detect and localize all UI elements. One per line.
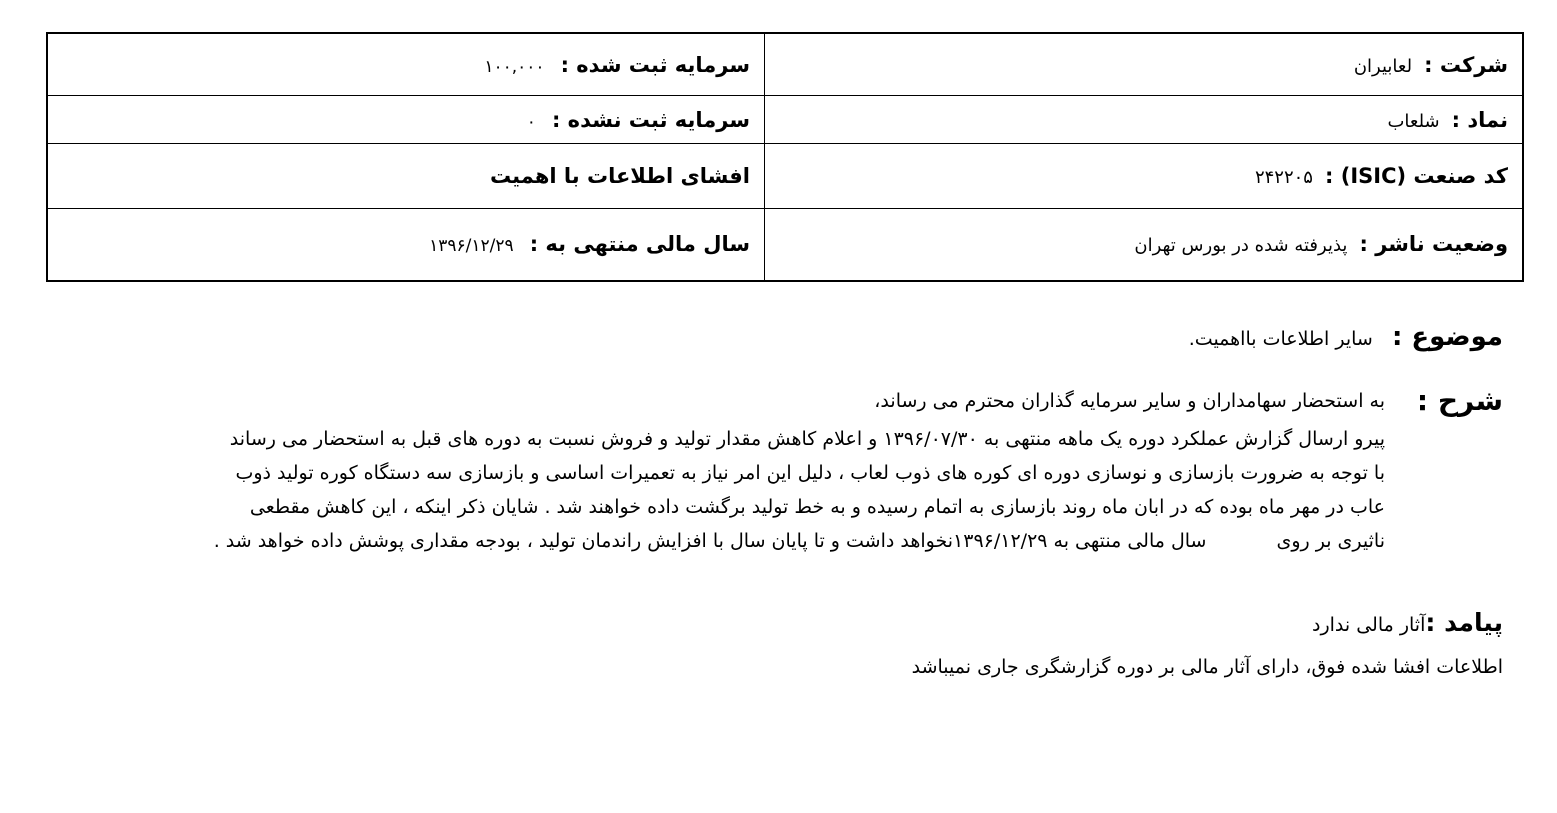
description-line: به استحضار سهامداران و سایر سرمایه گذاران محترم می رساند، xyxy=(874,390,1385,412)
subject-text: سایر اطلاعات بااهمیت. xyxy=(1188,328,1373,350)
description-line: با توجه به ضرورت بازسازی و نوسازی دوره ای کوره های ذوب لعاب ، دلیل این امر نیاز به تعمیرات اساسی و بازسازی سه دستگاه کوره تولید ذوب xyxy=(235,462,1385,484)
disclosure-title: افشای اطلاعات با اهمیت xyxy=(489,164,750,189)
fiscal-year-label: سال مالی منتهی به : xyxy=(529,232,750,257)
outcome-text: آثار مالی ندارد xyxy=(1312,614,1426,636)
description-line-part: سال مالی منتهی به ۱۳۹۶/۱۲/۲۹نخواهد داشت و تا پایان سال با افزایش راندمان تولید ، بودجه مقداری پوشش داده خواهد شد . xyxy=(213,530,1207,552)
final-note: اطلاعات افشا شده فوق، دارای آثار مالی بر دوره گزارشگری جاری نمیباشد xyxy=(911,656,1503,678)
description-line: پیرو ارسال گزارش عملکرد دوره یک ماهه منتهی به ۱۳۹۶/۰۷/۳۰ و اعلام کاهش مقدار تولید و فروش نسبت به دوره های قبل به استحضار می رساند xyxy=(229,428,1385,450)
subject-label: موضوع : xyxy=(1391,322,1503,352)
fiscal-year-cell xyxy=(47,208,765,281)
symbol-label: نماد : xyxy=(1451,107,1508,132)
isic-cell xyxy=(765,144,1524,209)
description-line-part: ناثیری بر روی xyxy=(1276,530,1385,552)
disclosure-title-cell xyxy=(47,144,765,209)
company-cell xyxy=(765,33,1524,96)
publisher-status-label: وضعیت ناشر : xyxy=(1359,232,1508,257)
capital-registered-value: ۱۰۰,۰۰۰ xyxy=(484,56,545,77)
description-label: شرح : xyxy=(1416,384,1503,417)
outcome-section xyxy=(1312,608,1503,637)
table-row xyxy=(47,208,1523,281)
capital-unregistered-label: سرمایه ثبت نشده : xyxy=(551,107,750,132)
fiscal-year-value: ۱۳۹۶/۱۲/۲۹ xyxy=(429,236,514,257)
isic-label: کد صنعت (ISIC) : xyxy=(1325,164,1508,189)
symbol-value: شلعاب xyxy=(1387,110,1440,132)
publisher-status-value: پذیرفته شده در بورس تهران xyxy=(1134,235,1348,257)
isic-value: ۲۴۲۲۰۵ xyxy=(1254,167,1313,189)
capital-unregistered-cell xyxy=(47,96,765,144)
publisher-status-cell xyxy=(765,208,1524,281)
outcome-label: پیامد : xyxy=(1425,608,1503,637)
company-label: شرکت : xyxy=(1424,52,1508,77)
description-line: عاب در مهر ماه بوده که در ابان ماه روند بازسازی به اتمام رسیده و به خط تولید برگشت داده خواهند شد . شایان ذکر اینکه ، این کاهش مقطعی xyxy=(249,496,1385,518)
description-body xyxy=(55,384,1385,558)
company-info-table xyxy=(46,32,1524,282)
description-line-composite xyxy=(55,524,1385,558)
capital-unregistered-value: ۰ xyxy=(526,111,536,132)
capital-registered-cell xyxy=(47,33,765,96)
table-row xyxy=(47,96,1523,144)
table-row xyxy=(47,33,1523,96)
subject-section xyxy=(43,322,1503,362)
table-row xyxy=(47,144,1523,209)
symbol-cell xyxy=(765,96,1524,144)
capital-registered-label: سرمایه ثبت شده : xyxy=(560,52,750,77)
company-value: لعابیران xyxy=(1353,55,1413,77)
